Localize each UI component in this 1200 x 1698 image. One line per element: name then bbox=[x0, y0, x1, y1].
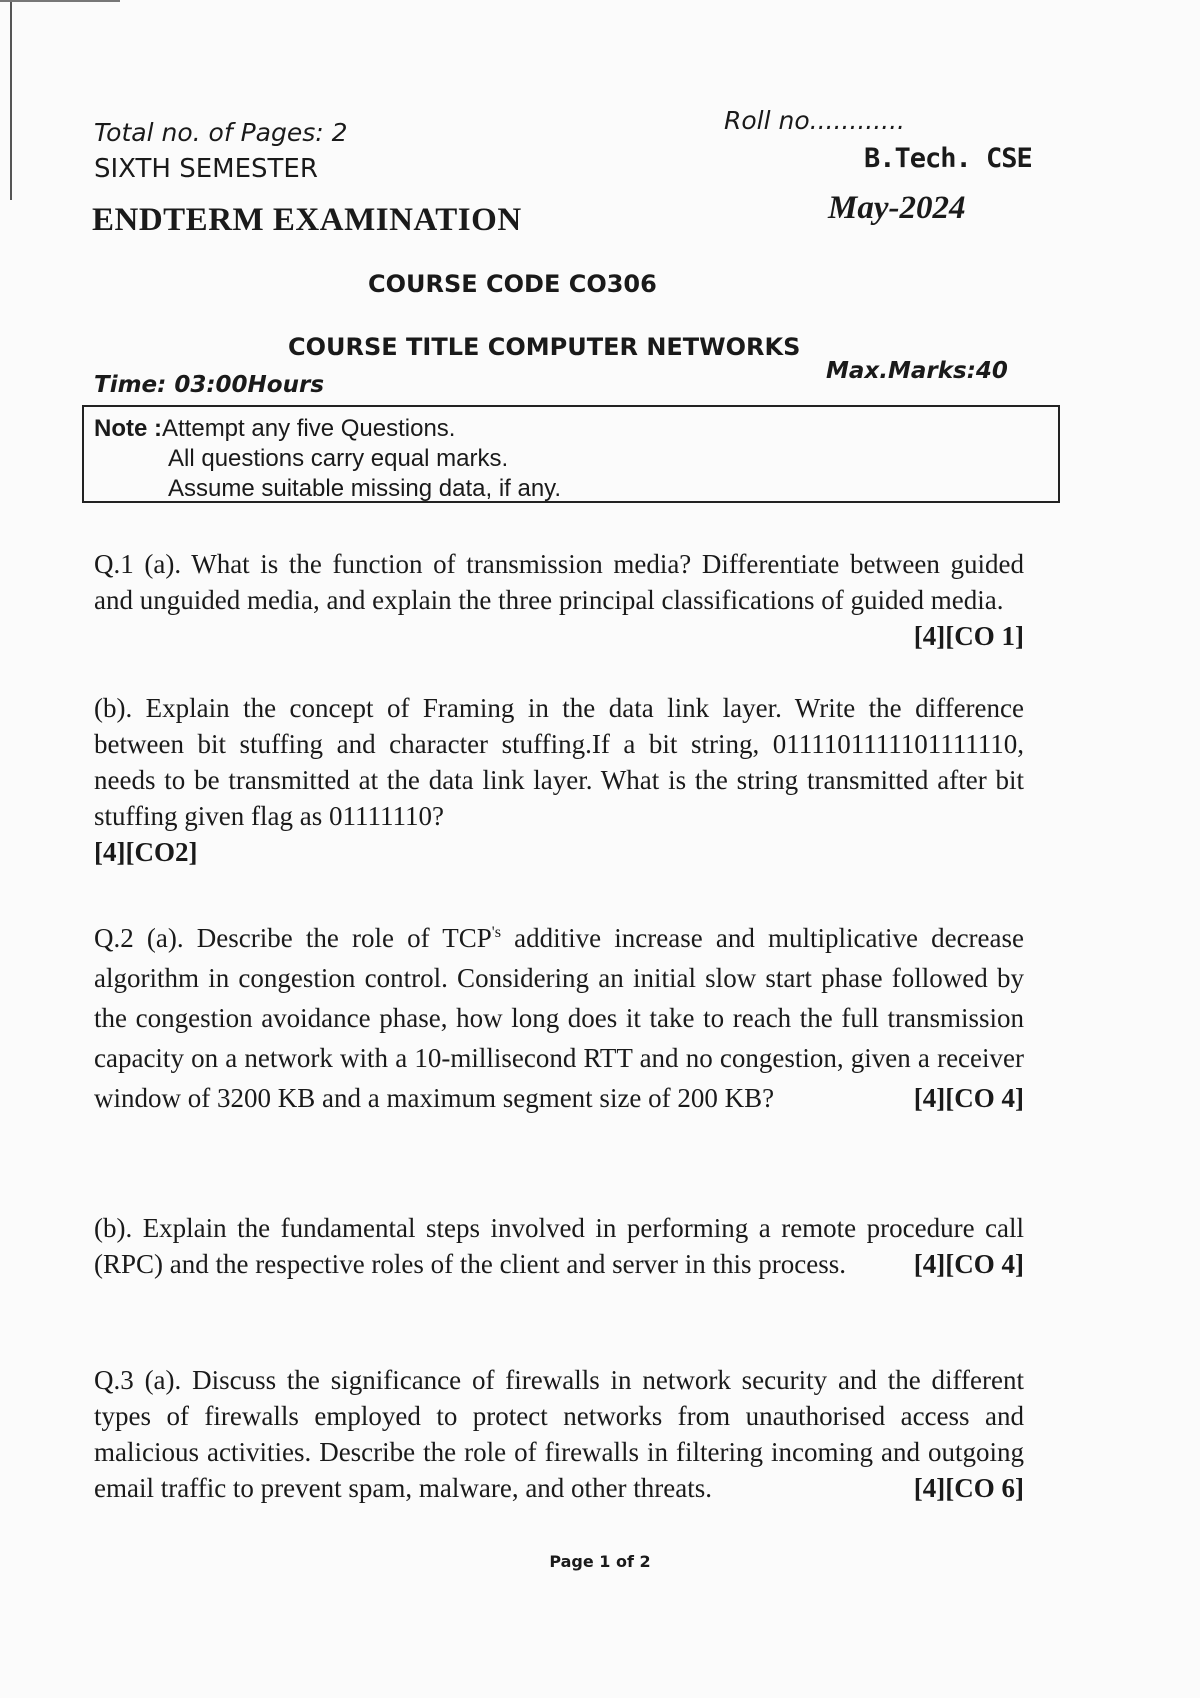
total-pages: Total no. of Pages: 2 bbox=[94, 118, 348, 147]
question-1b-text: (b). Explain the concept of Framing in the data link layer. Write the difference between bit stuffing and character stuffing.If a bit string, 0111101111101111110, needs to be transmitted at the data link layer. What is the string transmitted after bit stuffing given flag as 01111110? bbox=[94, 693, 1024, 831]
note-label: Note : bbox=[94, 415, 162, 442]
course-code: COURSE CODE CO306 bbox=[368, 270, 657, 298]
note-text-1: Attempt any five Questions. bbox=[162, 415, 456, 442]
course-title: COURSE TITLE COMPUTER NETWORKS bbox=[288, 333, 801, 361]
note-line-2: All questions carry equal marks. bbox=[168, 445, 509, 472]
note-box bbox=[82, 405, 1060, 503]
question-1a-marks: [4][CO 1] bbox=[913, 621, 1024, 651]
session: May-2024 bbox=[828, 190, 966, 226]
page-number: Page 1 of 2 bbox=[549, 1552, 651, 1571]
max-marks: Max.Marks:40 bbox=[826, 358, 1008, 384]
question-1a bbox=[94, 546, 1024, 654]
question-1a-text: Q.1 (a). What is the function of transmission media? Differentiate between guided and unguided media, and explain the three principal classifications of guided media. bbox=[94, 549, 1024, 615]
question-2a bbox=[94, 912, 1024, 1118]
question-2b-text: (b). Explain the fundamental steps involved in performing a remote procedure call (RPC) and the respective roles of the client and server in this process. bbox=[94, 1213, 1024, 1279]
note-line-3: Assume suitable missing data, if any. bbox=[168, 475, 562, 502]
question-2b bbox=[94, 1210, 1024, 1282]
question-2a-marks: [4][CO 4] bbox=[913, 1083, 1024, 1113]
question-1b bbox=[94, 690, 1024, 870]
note-line-1 bbox=[94, 415, 455, 443]
program: B.Tech. CSE bbox=[864, 143, 1032, 174]
roll-no: Roll no............ bbox=[724, 106, 906, 135]
exam-title: ENDTERM EXAMINATION bbox=[92, 202, 522, 238]
scan-edge-mark bbox=[10, 0, 12, 200]
question-3a-marks: [4][CO 6] bbox=[913, 1473, 1024, 1503]
question-2a-text-end: additive increase and multiplicative decrease algorithm in congestion control. Considering an initial slow start phase followed by the congestion avoidance phase, how long does it take to reach the full transmission capacity on a network with a 10-millisecond RTT and no congestion, given a receiver window of 3200 KB and a maximum segment size of 200 KB? bbox=[94, 923, 1024, 1113]
question-2a-text-start: Q.2 (a). Describe the role of TCP bbox=[94, 923, 492, 953]
scan-top-mark bbox=[0, 0, 120, 2]
question-2a-sup: 's bbox=[491, 923, 501, 941]
exam-time: Time: 03:00Hours bbox=[94, 372, 325, 398]
question-2b-marks: [4][CO 4] bbox=[913, 1249, 1024, 1279]
semester: SIXTH SEMESTER bbox=[94, 154, 318, 184]
question-1b-marks: [4][CO2] bbox=[94, 837, 198, 867]
question-3a-text: Q.3 (a). Discuss the significance of firewalls in network security and the different types of firewalls employed to protect networks from unauthorised access and malicious activities. Describe the role of firewalls in filtering incoming and outgoing email traffic to prevent spam, malware, and other threats. bbox=[94, 1365, 1024, 1503]
question-3a bbox=[94, 1362, 1024, 1506]
